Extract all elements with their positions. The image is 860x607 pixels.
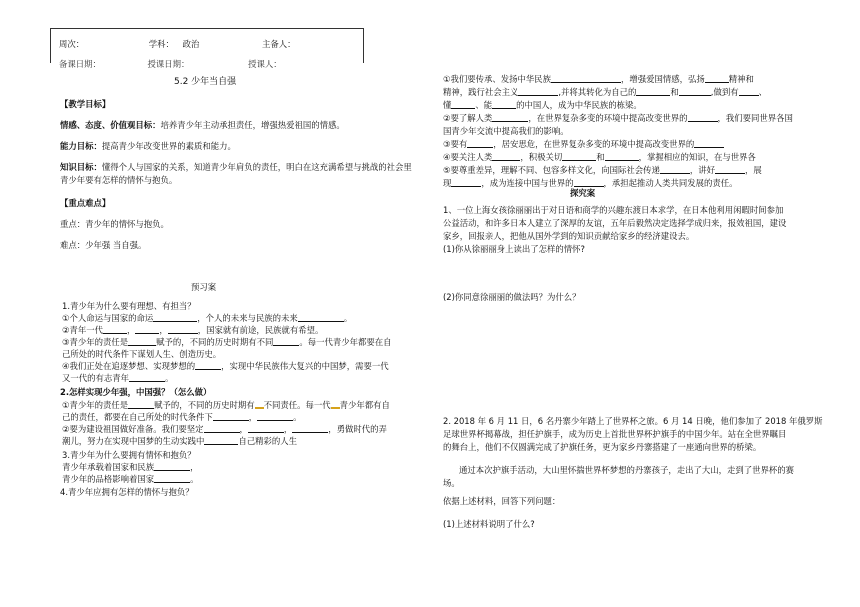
- r6-text-a: ③要有: [443, 139, 468, 149]
- blank[interactable]: [451, 100, 475, 109]
- r7-text-a: ④要关注人类: [443, 152, 493, 162]
- r8-text-b: ，讲好: [689, 165, 716, 175]
- q1-4-text-c: 又一代的有志青年: [62, 373, 129, 383]
- blank[interactable]: [195, 361, 221, 370]
- question-2-item-1: [62, 400, 390, 411]
- blank[interactable]: [128, 400, 154, 409]
- question-1-item-2: ②青年一代 ， ， ，国家就有前途，民族就有希望。: [62, 325, 324, 335]
- emotion-objective: [60, 120, 345, 131]
- r1-text-b: ，增强爱国情感，弘扬: [621, 74, 705, 84]
- knowledge-label: 知识目标：: [60, 162, 102, 172]
- knowledge-objective: [60, 162, 412, 173]
- blank[interactable]: [298, 313, 344, 322]
- case2-line-1: 2. 2018 年 6 月 11 日，6 名丹寨少年踏上了世界杯之旅。6 月 14 日晚，他们参加了 2018 年俄罗斯: [443, 416, 823, 426]
- r1-text-a: ①我们要传承、发扬中华民族: [443, 74, 552, 84]
- q1-4-text-b: ，实现中华民族伟大复兴的中国梦，需要一代: [221, 361, 389, 371]
- right-item-3: [443, 139, 724, 150]
- case1-question-1: (1)你从徐丽丽身上读出了怎样的情怀?: [443, 244, 585, 254]
- r7-text-c: 和: [596, 152, 605, 162]
- blank[interactable]: [551, 74, 621, 83]
- q1-1-text-b: ，个人的未来与民族的未来: [197, 313, 298, 323]
- question-1-item-4: [62, 361, 389, 372]
- case2-line-5: 场。: [443, 478, 460, 488]
- q2-1-text-d: 青少年都有自: [339, 400, 390, 410]
- r4-text-b: ，在世界复杂多变的环境中提高改变世界的: [528, 113, 688, 123]
- question-2: 2.怎样实现少年强，中国强？（怎么做）: [60, 387, 212, 397]
- r2-text-d: ,做到有: [710, 87, 739, 97]
- blank[interactable]: [248, 424, 284, 433]
- header-row-1: [59, 39, 296, 50]
- q2-1-text-b: 赋予的，不同的历史时期有: [154, 400, 255, 410]
- q1-3-text-a: ③青少年的责任是: [62, 337, 129, 347]
- q2-1-text-c: 不同责任。每一代: [263, 400, 331, 410]
- question-2-item-2: ②要为建设祖国做好准备。我们要坚定 ， ， ，勇做时代的弄: [62, 424, 387, 434]
- right-item-1: [443, 74, 754, 85]
- knowledge-text-2: 青少年要有怎样的情怀与抱负。: [60, 175, 178, 185]
- q2-1-text-e: 己的责任，都要在自己所处的时代条件下: [62, 412, 213, 422]
- emotion-label: 情感、态度、价值观目标：: [60, 120, 161, 130]
- blank[interactable]: [135, 325, 159, 334]
- blank[interactable]: [153, 313, 197, 322]
- blank[interactable]: [739, 87, 759, 96]
- case1-question-2: (2)你同意徐丽丽的做法吗？为什么？: [443, 292, 581, 302]
- r9-text-c: ，承担起推动人类共同发展的责任。: [603, 178, 738, 188]
- case2-line-6: 依据上述材料，回答下列问题：: [443, 496, 561, 506]
- blank[interactable]: [128, 337, 156, 346]
- r6-text-b: ，居安思危，在世界复杂多变的环境中提高改变世界的: [493, 139, 695, 149]
- ability-objective: [60, 141, 236, 152]
- r9-text-b: ，成为连接中国与世界的: [481, 178, 574, 188]
- blank[interactable]: [154, 474, 190, 483]
- blank[interactable]: [213, 412, 249, 421]
- r3-text-a: 懂: [443, 100, 452, 110]
- blank[interactable]: [636, 87, 670, 96]
- right-item-1-cont: [443, 87, 767, 98]
- r2-text-b: ,并将其转化为自己的: [558, 87, 637, 97]
- right-item-1-cont-2: [443, 100, 642, 111]
- explore-title: 探究案: [570, 188, 596, 198]
- r5-text: 国青少年交流中提高我们的影响。: [443, 126, 569, 136]
- q2-1-text-a: ①青少年的责任是: [62, 400, 129, 410]
- q1-2-text-a: ②青年一代: [62, 325, 104, 335]
- teach-date-label: 授课日期：: [147, 59, 190, 69]
- case2-question-1: (1)上述材料说明了什么?: [443, 519, 535, 529]
- question-3-item-1: 青少年承载着国家和民族 ，: [62, 462, 199, 472]
- question-1-item-1: [62, 313, 352, 324]
- question-2-item-2-cont: [62, 436, 297, 447]
- case2-line-2: 足球世界杯揭幕战，担任护旗手，成为历史上首批世界杯护旗手的中国少年。站在全世界瞩目: [443, 429, 787, 439]
- blank[interactable]: [705, 74, 729, 83]
- r8-text-a: ⑤要尊重差异，理解不同、包容多样文化，向国际社会传递: [443, 165, 660, 175]
- question-4: 4.青少年应拥有怎样的情怀与抱负？: [60, 487, 194, 497]
- blank[interactable]: [518, 87, 558, 96]
- r7-text-b: ，积极关切: [520, 152, 563, 162]
- case2-line-3: 的舞台上，他们不仅圆满完成了护旗任务，更为家乡丹寨搭建了一座通向世界的桥梁。: [443, 442, 762, 452]
- ability-label: 能力目标：: [60, 141, 102, 151]
- blank[interactable]: [292, 424, 328, 433]
- preparer-label: 主备人：: [262, 39, 296, 49]
- question-1-item-3: [62, 337, 392, 348]
- r2-text-e: 、: [758, 87, 767, 97]
- prep-date-label: 备课日期：: [59, 59, 101, 69]
- blank[interactable]: [688, 113, 718, 122]
- r2-text-c: 和: [670, 87, 679, 97]
- blank[interactable]: [129, 373, 165, 382]
- r3-text-b: 、能: [475, 100, 493, 110]
- q1-2-text-b: ，国家就有前途，民族就有希望。: [197, 325, 324, 335]
- q2-2-text-d: 自己精彩的人生: [238, 436, 297, 446]
- blank[interactable]: [273, 337, 299, 346]
- blank[interactable]: [574, 178, 604, 187]
- week-label: 周次：: [59, 39, 85, 49]
- preview-title: 预习案: [191, 282, 217, 292]
- q1-1-text-c: 。: [343, 313, 353, 323]
- right-item-2: [443, 113, 793, 124]
- blank[interactable]: [660, 165, 690, 174]
- blank[interactable]: [679, 87, 711, 96]
- blank[interactable]: [605, 152, 639, 161]
- ability-text: 提高青少年改变世界的素质和能力。: [101, 141, 236, 151]
- r8-text-c: ，展: [745, 165, 762, 175]
- objectives-heading: 【教学目标】: [60, 99, 111, 109]
- subject-value: 政治: [182, 39, 200, 49]
- keypoints-heading: 【重点难点】: [60, 198, 111, 208]
- q1-3-text-d: 己所处的时代条件下谋划人生、创造历史。: [62, 349, 222, 359]
- q2-2-text-b: ，勇做时代的弄: [328, 424, 387, 434]
- blank[interactable]: [154, 462, 190, 471]
- right-item-5-cont: [443, 178, 738, 189]
- r3-text-c: 的中国人，成为中华民族的栋梁。: [516, 100, 642, 110]
- right-item-4: [443, 152, 756, 163]
- q2-1-text-f: ，: [248, 412, 258, 422]
- case1-line-1: 1、一位上海女孩徐丽丽出于对日语和商学的兴趣东渡日本求学，在日本他利用闲暇时间参加: [443, 205, 784, 215]
- q3-2-text: 青少年的品格影响着国家: [62, 474, 155, 484]
- q2-1-text-g: 。: [293, 412, 302, 422]
- r2-text-a: 精神，践行社会主义: [443, 87, 519, 97]
- r9-text-a: 现: [443, 178, 452, 188]
- case1-line-2: 公益活动，和许多日本人建立了深厚的友谊，五年后毅然决定选择学成归来，报效祖国，建设: [443, 218, 787, 228]
- q3-1-text: 青少年承载着国家和民族: [62, 462, 155, 472]
- question-1-item-4-cont: [62, 373, 173, 384]
- blank[interactable]: [204, 436, 238, 445]
- q1-3-text-b: 赋予的，不同的历史时期有不同: [156, 337, 274, 347]
- difficult-point: 难点：少年强 当自强。: [60, 240, 147, 250]
- teacher-label: 授课人：: [248, 59, 282, 69]
- blank[interactable]: [168, 325, 198, 334]
- r7-text-d: ，掌握相应的知识，在与世界各: [638, 152, 756, 162]
- highlight-mark: [331, 400, 340, 409]
- right-item-5: [443, 165, 762, 176]
- r1-text-c: 精神和: [728, 74, 754, 84]
- r4-text-a: ②要了解人类: [443, 113, 493, 123]
- blank[interactable]: [467, 139, 493, 148]
- knowledge-text-1: 懂得个人与国家的关系，知道青少年肩负的责任，明白在这充满希望与挑战的社会里: [101, 162, 412, 172]
- blank[interactable]: [492, 152, 520, 161]
- header-box: [50, 28, 364, 69]
- question-3-item-2: 青少年的品格影响着国家 。: [62, 474, 199, 484]
- case1-line-3: 家乡，回报亲人，把他从国外学到的知识贡献给家乡的经济建设去。: [443, 231, 695, 241]
- question-2-item-1-cont: [62, 412, 302, 423]
- blank[interactable]: [257, 412, 293, 421]
- blank[interactable]: [204, 424, 240, 433]
- q2-2-text-a: ②要为建设祖国做好准备。我们要坚定: [62, 424, 204, 434]
- q1-4-text-a: ④我们正处在追逐梦想、实现梦想的: [62, 361, 196, 371]
- blank[interactable]: [694, 139, 724, 148]
- key-point: 重点：青少年的情怀与抱负。: [60, 219, 169, 229]
- r4-text-c: ，我们要同世界各国: [717, 113, 793, 123]
- blank[interactable]: [103, 325, 127, 334]
- blank[interactable]: [492, 100, 516, 109]
- blank[interactable]: [715, 165, 745, 174]
- blank[interactable]: [451, 178, 481, 187]
- question-3: 3.青少年为什么要拥有情怀和抱负？: [62, 450, 196, 460]
- q1-1-text-a: ①个人命运与国家的命运: [62, 313, 154, 323]
- subject-label: 学科：: [148, 39, 174, 49]
- header-row-2: [59, 59, 282, 70]
- q2-2-text-c: 潮儿，努力在实现中国梦的生动实践中: [62, 436, 205, 446]
- lesson-title: 5.2 少年当自强: [174, 77, 237, 87]
- case2-line-4: 通过本次护旗手活动，大山里怀揣世界杯梦想的丹寨孩子，走出了大山，走到了世界杯的赛: [459, 465, 794, 475]
- blank[interactable]: [562, 152, 596, 161]
- emotion-text: 培养青少年主动承担责任，增强热爱祖国的情感。: [160, 120, 345, 130]
- question-1: 1.青少年为什么要有理想、有担当？: [62, 301, 196, 311]
- blank[interactable]: [492, 113, 528, 122]
- highlight-mark: [255, 400, 264, 409]
- q1-3-text-c: 。每一代青少年都要在自: [299, 337, 392, 347]
- q1-4-text-d: 。: [165, 373, 174, 383]
